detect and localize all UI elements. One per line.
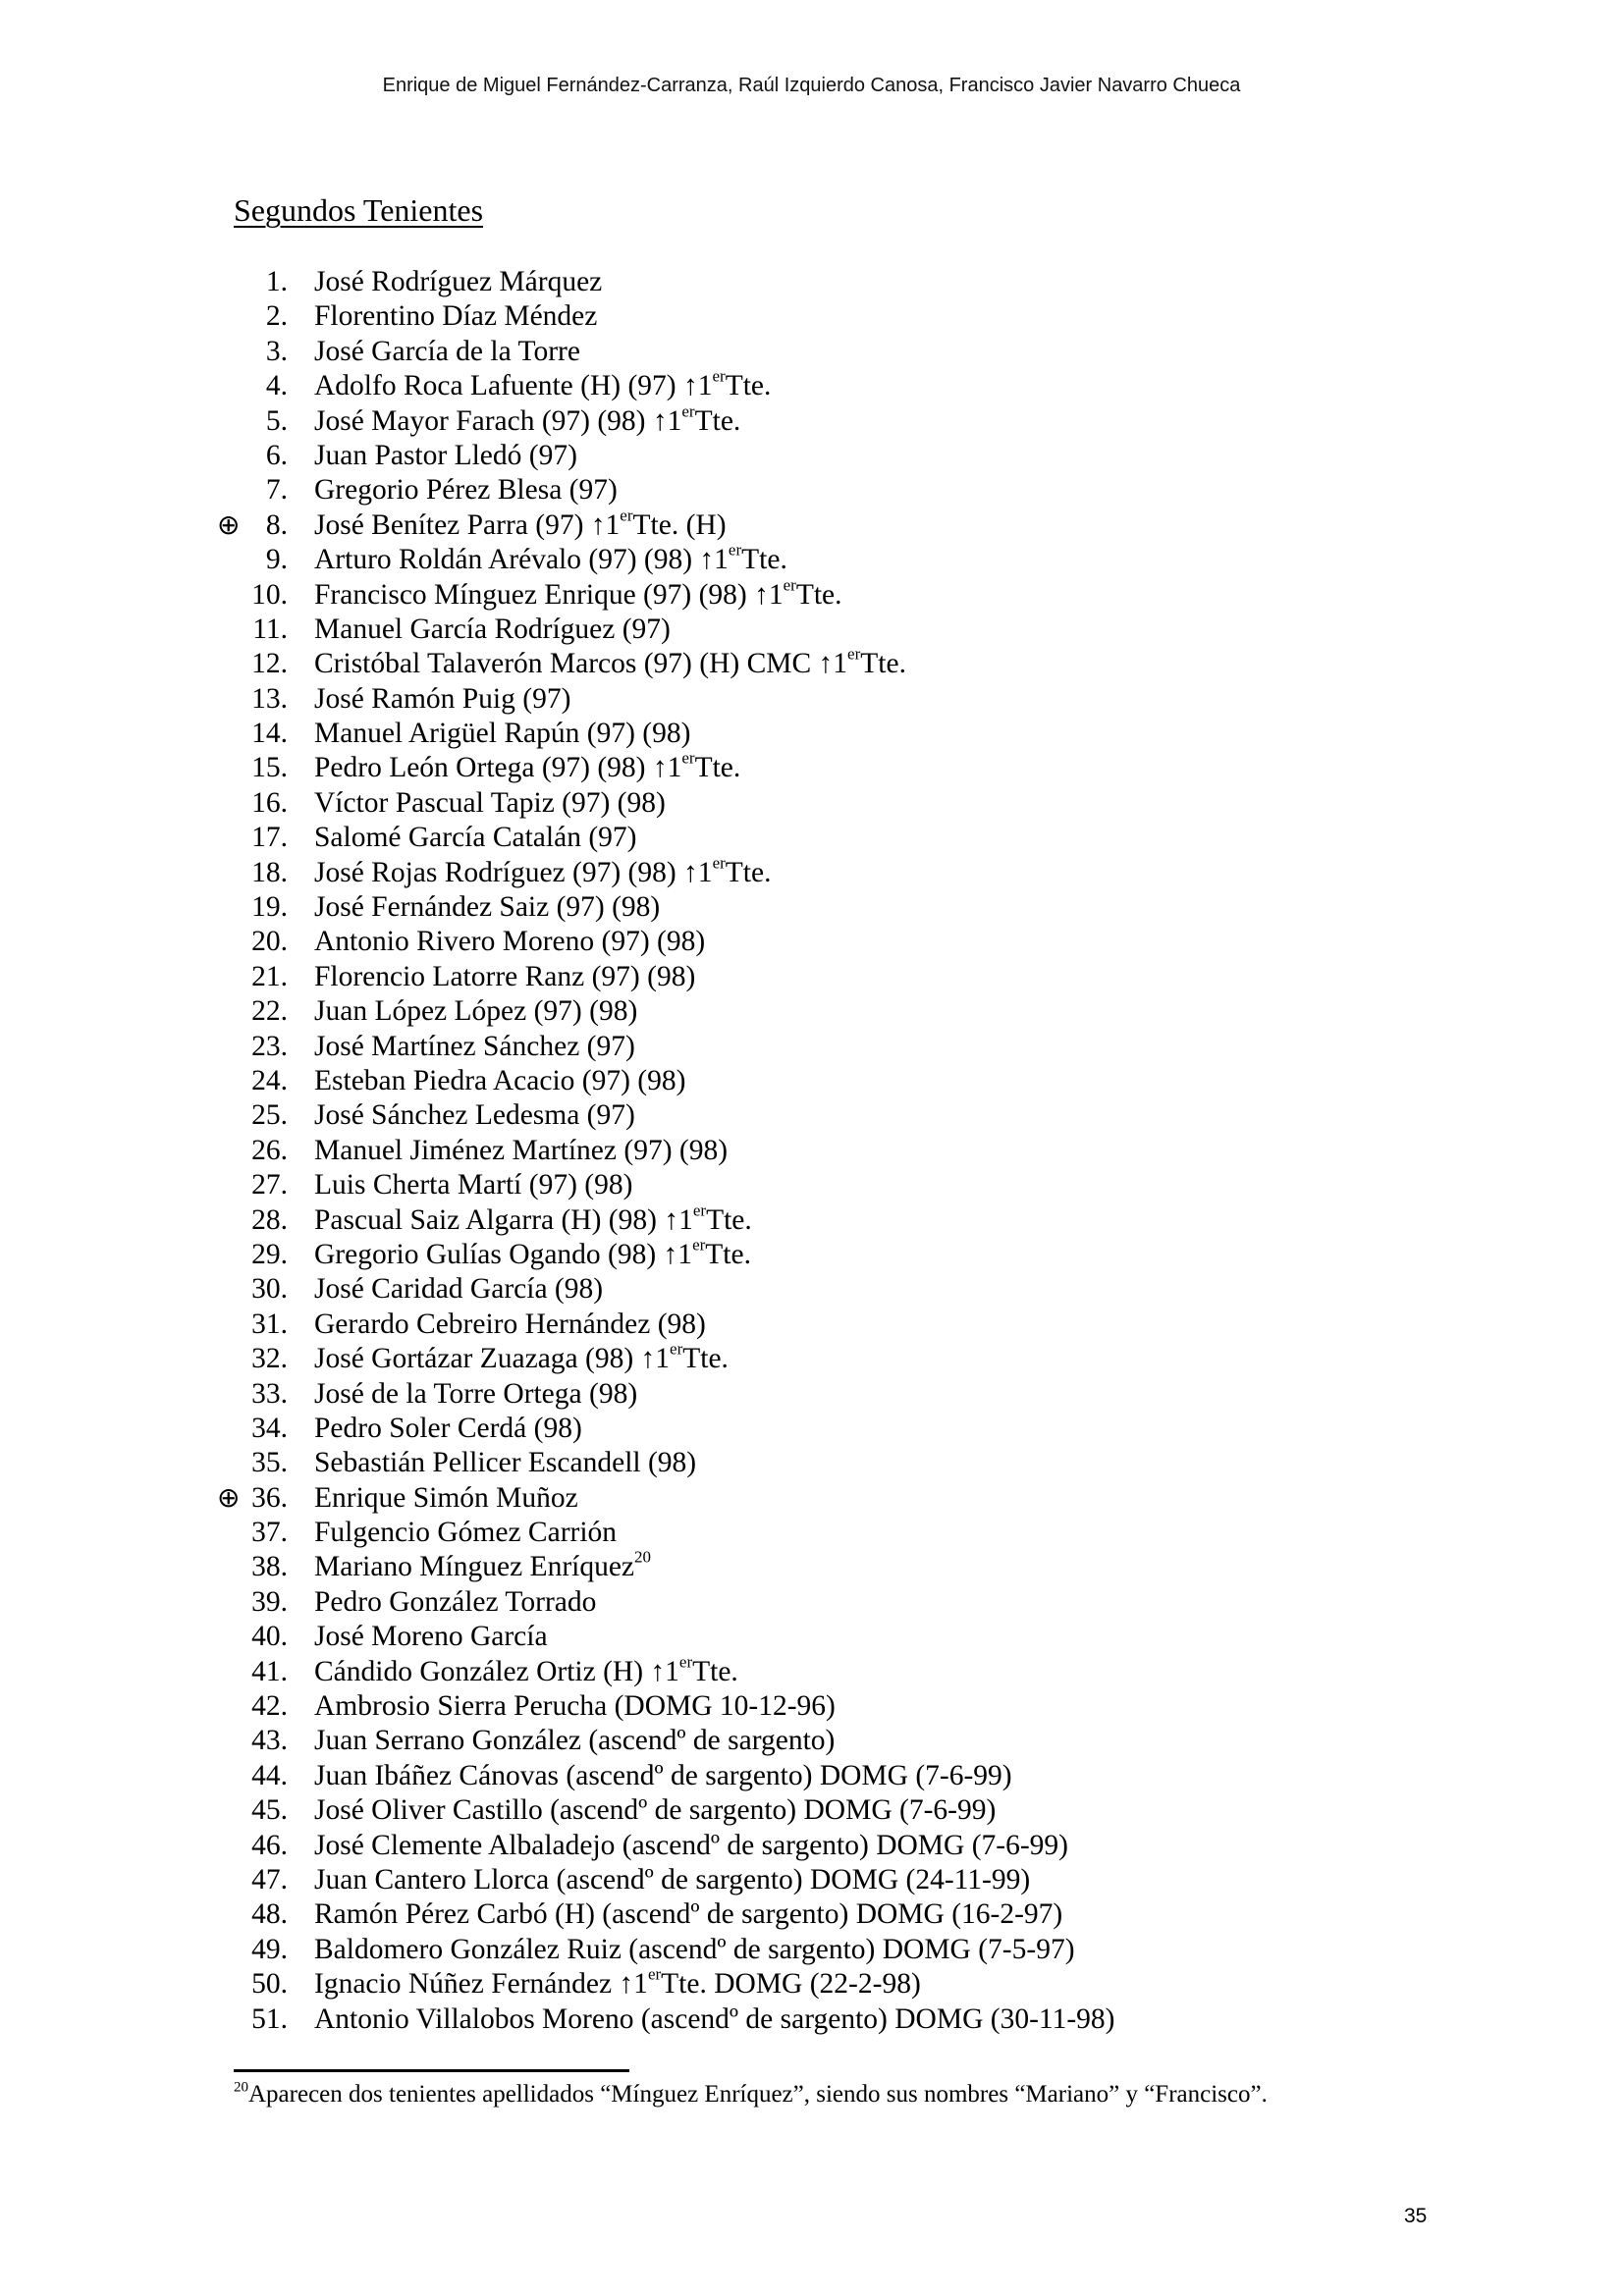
item-number: 43.: [251, 1725, 288, 1757]
item-text: [314, 1652, 738, 1689]
item-text: [314, 473, 618, 507]
list-item: [0, 644, 1623, 681]
officer-name: Sebastián Pellicer Escandell (98): [314, 1447, 697, 1479]
list-item: [0, 890, 1623, 925]
superscript: er: [847, 644, 861, 664]
list-item: [0, 1200, 1623, 1238]
list-item: [0, 682, 1623, 717]
item-text: [314, 439, 577, 473]
item-text: [314, 574, 842, 613]
officer-name: Juan López López (97) (98): [314, 995, 638, 1028]
list-item: [0, 1724, 1623, 1758]
item-text: [314, 994, 637, 1029]
officer-name: Salomé García Catalán (97): [314, 822, 637, 854]
item-text: [314, 717, 690, 751]
list-item: [0, 1759, 1623, 1793]
item-number: 3.: [265, 335, 288, 367]
item-text: [314, 1272, 603, 1307]
item-number: 23.: [251, 1030, 288, 1062]
superscript: er: [712, 853, 726, 873]
list-item: [0, 1897, 1623, 1932]
rank-suffix: Tte.: [725, 370, 772, 402]
item-number: 24.: [251, 1064, 288, 1096]
item-text: [314, 1235, 751, 1272]
list-item: [0, 1863, 1623, 1897]
officer-name: José Fernández Saiz (97) (98): [314, 891, 661, 924]
list-item: [0, 925, 1623, 959]
list-item: [0, 1689, 1623, 1724]
list-item: [0, 2002, 1623, 2037]
item-number: 7.: [265, 474, 288, 507]
item-text: [314, 890, 660, 925]
item-number: 27.: [251, 1169, 288, 1201]
officer-name: Pascual Saiz Algarra (H) (98) ↑1: [314, 1203, 693, 1236]
item-text: [314, 1339, 729, 1376]
footnote-marker: 20: [234, 2079, 248, 2096]
rank-suffix: Tte.: [725, 856, 772, 888]
list-item: [0, 366, 1623, 403]
item-text: [314, 786, 666, 821]
list-item: [0, 1964, 1623, 2002]
item-text: [314, 1168, 632, 1202]
item-number: 31.: [251, 1308, 288, 1340]
officer-name: Juan Pastor Lledó (97): [314, 439, 577, 471]
item-number: 17.: [251, 822, 288, 854]
item-text: [314, 853, 772, 890]
item-number: 50.: [251, 1968, 288, 2001]
item-text: [314, 1481, 578, 1516]
item-number: 26.: [251, 1134, 288, 1166]
rank-suffix: Tte.: [682, 1343, 729, 1375]
item-text: [314, 1933, 1075, 1967]
item-number: 39.: [251, 1585, 288, 1618]
item-text: [314, 1064, 685, 1098]
list-item: [0, 1829, 1623, 1863]
officer-name: Luis Cherta Martí (97) (98): [314, 1169, 633, 1201]
officer-name: Francisco Mínguez Enrique (97) (98) ↑1: [314, 578, 784, 611]
item-number: 32.: [251, 1343, 288, 1375]
item-number: 33.: [251, 1377, 288, 1410]
item-text: [314, 644, 906, 681]
item-text: [314, 1098, 635, 1133]
list-item: [0, 1168, 1623, 1202]
list-item: [0, 1030, 1623, 1064]
item-text: [314, 821, 636, 855]
officer-name: Juan Cantero Llorca (ascendº de sargento) DOMG (24-11-99): [314, 1863, 1031, 1896]
item-text: [314, 1759, 1012, 1793]
officer-name: Gregorio Gulías Ogando (98) ↑1: [314, 1238, 693, 1270]
item-number: 29.: [251, 1238, 288, 1270]
officer-name: Manuel García Rodríguez (97): [314, 613, 671, 645]
officer-name: José Mayor Farach (97) (98) ↑1: [314, 404, 682, 437]
list-item: [0, 1272, 1623, 1307]
list-item: [0, 1652, 1623, 1689]
list-item: [0, 540, 1623, 577]
officer-name: José García de la Torre: [314, 335, 580, 367]
officer-name: José Martínez Sánchez (97): [314, 1030, 635, 1062]
superscript: er: [712, 366, 726, 386]
item-number: 38.: [251, 1551, 288, 1583]
item-number: 18.: [251, 856, 288, 888]
rank-suffix: Tte.: [741, 544, 787, 576]
item-text: [314, 960, 695, 994]
list-item: [0, 1339, 1623, 1376]
item-text: [314, 1689, 836, 1724]
item-text: [314, 1516, 617, 1550]
rank-suffix: Tte.: [705, 1238, 751, 1270]
item-number: 45.: [251, 1794, 288, 1827]
item-text: [314, 1620, 548, 1654]
item-text: [314, 540, 787, 577]
footnote: [234, 2081, 1268, 2109]
list-item: [0, 1235, 1623, 1272]
item-text: [314, 265, 602, 299]
officer-name: José Oliver Castillo (ascendº de sargento) DOMG (7-6-99): [314, 1794, 997, 1827]
item-number: 49.: [251, 1933, 288, 1965]
officer-name: José Moreno García: [314, 1621, 548, 1653]
officer-name: Manuel Arigüel Rapún (97) (98): [314, 718, 691, 750]
rank-suffix: Tte. DOMG (22-2-98): [661, 1968, 921, 2001]
officer-name: José Caridad García (98): [314, 1273, 604, 1306]
item-text: [314, 925, 705, 959]
item-text: [314, 400, 741, 439]
officer-name: Gerardo Cebreiro Hernández (98): [314, 1308, 706, 1340]
officer-name: Baldomero González Ruiz (ascendº de sargento) DOMG (7-5-97): [314, 1933, 1075, 1965]
item-number: 10.: [251, 578, 288, 611]
list-item: [0, 1793, 1623, 1828]
item-text: [314, 1585, 596, 1620]
officer-name: José Sánchez Ledesma (97): [314, 1099, 635, 1132]
officer-name: Víctor Pascual Tapiz (97) (98): [314, 786, 666, 819]
item-text: [314, 1377, 637, 1412]
superscript: er: [670, 1339, 683, 1359]
list-item: [0, 1547, 1623, 1584]
item-text: [314, 1308, 706, 1342]
superscript: 20: [634, 1547, 652, 1567]
officer-name: José Ramón Puig (97): [314, 682, 571, 715]
item-number: 1.: [265, 266, 288, 297]
officer-name: Antonio Villalobos Moreno (ascendº de sargento) DOMG (30-11-98): [314, 2002, 1115, 2035]
list-item: [0, 1620, 1623, 1654]
footnote-separator: [234, 2069, 629, 2072]
officer-name: Pedro González Torrado: [314, 1585, 597, 1618]
item-number: 41.: [251, 1655, 288, 1687]
list-item: [0, 299, 1623, 334]
list-item: [0, 1377, 1623, 1412]
item-text: [314, 1547, 652, 1584]
item-text: [314, 748, 741, 785]
officer-name: José Rodríguez Márquez: [314, 266, 603, 297]
item-text: [314, 366, 772, 403]
list-item: [0, 1446, 1623, 1480]
cross-circle-icon: ⊕: [217, 1482, 241, 1514]
list-item: [0, 1412, 1623, 1446]
item-text: [314, 299, 597, 334]
item-number: 8.: [265, 508, 288, 541]
item-number: 46.: [251, 1829, 288, 1861]
item-text: [314, 1829, 1068, 1863]
officer-name: José Gortázar Zuazaga (98) ↑1: [314, 1343, 671, 1375]
officer-name: Manuel Jiménez Martínez (97) (98): [314, 1134, 729, 1166]
list-item: [0, 265, 1623, 299]
officer-name: Adolfo Roca Lafuente (H) (97) ↑1: [314, 370, 713, 402]
page-number: 35: [1404, 2205, 1428, 2227]
list-item: [0, 1585, 1623, 1620]
officer-name: Mariano Mínguez Enríquez: [314, 1551, 635, 1583]
superscript: er: [647, 1964, 662, 1984]
list-item: [0, 335, 1623, 369]
item-text: [314, 1863, 1030, 1897]
running-header: Enrique de Miguel Fernández-Carranza, Raúl Izquierdo Canosa, Francisco Javier Navarro Chueca: [382, 75, 1241, 96]
officer-name: Fulgencio Gómez Carrión: [314, 1517, 618, 1549]
superscript: er: [678, 1652, 693, 1672]
item-number: 47.: [251, 1863, 288, 1896]
list-item: [0, 1134, 1623, 1168]
list-item: [0, 1308, 1623, 1342]
list-item: [0, 1481, 1623, 1516]
superscript: er: [620, 506, 633, 525]
superscript: er: [681, 400, 695, 420]
officer-name: Ignacio Núñez Fernández ↑1: [314, 1968, 648, 2001]
item-number: 44.: [251, 1759, 288, 1791]
officer-name: Cándido González Ortiz (H) ↑1: [314, 1655, 679, 1687]
superscript: er: [783, 574, 796, 594]
item-text: [314, 1964, 921, 2002]
item-number: 11.: [252, 613, 288, 645]
rank-suffix: Tte.: [860, 648, 906, 680]
officer-name: Pedro León Ortega (97) (98) ↑1: [314, 752, 682, 784]
officer-list: [0, 265, 1623, 2037]
item-number: 22.: [251, 995, 288, 1028]
item-text: [314, 1446, 696, 1480]
item-text: [314, 1200, 752, 1238]
cross-circle-icon: ⊕: [217, 509, 241, 541]
rank-suffix: Tte.: [795, 578, 842, 611]
item-number: 13.: [251, 682, 288, 715]
item-number: 6.: [265, 439, 288, 471]
item-text: [314, 613, 671, 647]
list-item: [0, 1516, 1623, 1550]
rank-suffix: Tte.: [694, 404, 741, 437]
officer-name: Pedro Soler Cerdá (98): [314, 1412, 582, 1444]
rank-suffix: Tte.: [692, 1655, 738, 1687]
list-item: [0, 400, 1623, 439]
item-text: [314, 1030, 635, 1064]
officer-name: José Rojas Rodríguez (97) (98) ↑1: [314, 856, 713, 888]
item-number: 20.: [251, 926, 288, 958]
officer-name: José Benítez Parra (97) ↑1: [314, 508, 621, 541]
item-number: 2.: [265, 300, 288, 333]
officer-name: José de la Torre Ortega (98): [314, 1377, 638, 1410]
item-number: 40.: [251, 1621, 288, 1653]
list-item: [0, 613, 1623, 647]
item-number: 48.: [251, 1898, 288, 1931]
item-number: 19.: [251, 891, 288, 924]
list-item: [0, 508, 1623, 543]
item-number: 9.: [265, 544, 288, 576]
officer-name: Ambrosio Sierra Perucha (DOMG 10-12-96): [314, 1690, 836, 1723]
item-number: 21.: [251, 960, 288, 992]
list-item: [0, 960, 1623, 994]
rank-suffix: Tte. (H): [632, 508, 727, 541]
list-item: [0, 853, 1623, 890]
item-number: 35.: [251, 1447, 288, 1479]
item-number: 34.: [251, 1412, 288, 1444]
officer-name: Cristóbal Talaverón Marcos (97) (H) CMC ↑1: [314, 648, 848, 680]
item-number: 25.: [251, 1099, 288, 1132]
item-number: 28.: [251, 1203, 288, 1236]
item-text: [314, 1793, 996, 1828]
officer-name: Ramón Pérez Carbó (H) (ascendº de sargento) DOMG (16-2-97): [314, 1898, 1063, 1931]
item-text: [314, 1724, 835, 1758]
superscript: er: [728, 540, 742, 560]
item-text: [314, 2002, 1114, 2037]
superscript: er: [692, 1235, 706, 1255]
item-number: 14.: [251, 718, 288, 750]
item-text: [314, 1412, 582, 1446]
item-text: [314, 335, 580, 369]
officer-name: Arturo Roldán Arévalo (97) (98) ↑1: [314, 544, 729, 576]
officer-name: Enrique Simón Muñoz: [314, 1481, 578, 1514]
officer-name: José Clemente Albaladejo (ascendº de sargento) DOMG (7-6-99): [314, 1829, 1069, 1861]
list-item: [0, 994, 1623, 1029]
officer-name: Esteban Piedra Acacio (97) (98): [314, 1064, 686, 1096]
item-number: 5.: [265, 404, 288, 437]
officer-name: Florentino Díaz Méndez: [314, 300, 598, 333]
list-item: [0, 473, 1623, 507]
item-number: 37.: [251, 1517, 288, 1549]
list-item: [0, 786, 1623, 821]
officer-name: Juan Serrano González (ascendº de sargento): [314, 1725, 836, 1757]
item-text: [314, 682, 570, 717]
item-number: 15.: [251, 752, 288, 784]
officer-name: Florencio Latorre Ranz (97) (98): [314, 960, 696, 992]
item-number: 42.: [251, 1690, 288, 1723]
superscript: er: [681, 748, 695, 768]
item-text: [314, 1134, 728, 1168]
superscript: er: [692, 1200, 707, 1219]
item-number: 36.: [251, 1481, 288, 1514]
list-item: [0, 717, 1623, 751]
list-item: [0, 1098, 1623, 1133]
officer-name: Antonio Rivero Moreno (97) (98): [314, 926, 706, 958]
section-title: Segundos Tenientes: [234, 192, 484, 228]
item-number: 16.: [251, 786, 288, 819]
item-text: [314, 1897, 1062, 1932]
list-item: [0, 1933, 1623, 1967]
item-number: 12.: [251, 648, 288, 680]
list-item: [0, 439, 1623, 473]
footnote-text: Aparecen dos tenientes apellidados “Mínguez Enríquez”, siendo sus nombres “Mariano” y “Francisco”.: [248, 2081, 1268, 2108]
rank-suffix: Tte.: [694, 752, 741, 784]
officer-name: Gregorio Pérez Blesa (97): [314, 474, 618, 507]
item-number: 30.: [251, 1273, 288, 1306]
item-number: 4.: [265, 370, 288, 402]
list-item: [0, 748, 1623, 785]
officer-name: Juan Ibáñez Cánovas (ascendº de sargento) DOMG (7-6-99): [314, 1759, 1012, 1791]
item-number: 51.: [251, 2002, 288, 2035]
rank-suffix: Tte.: [706, 1203, 752, 1236]
list-item: [0, 574, 1623, 613]
list-item: [0, 821, 1623, 855]
item-text: [314, 508, 727, 543]
list-item: [0, 1064, 1623, 1098]
